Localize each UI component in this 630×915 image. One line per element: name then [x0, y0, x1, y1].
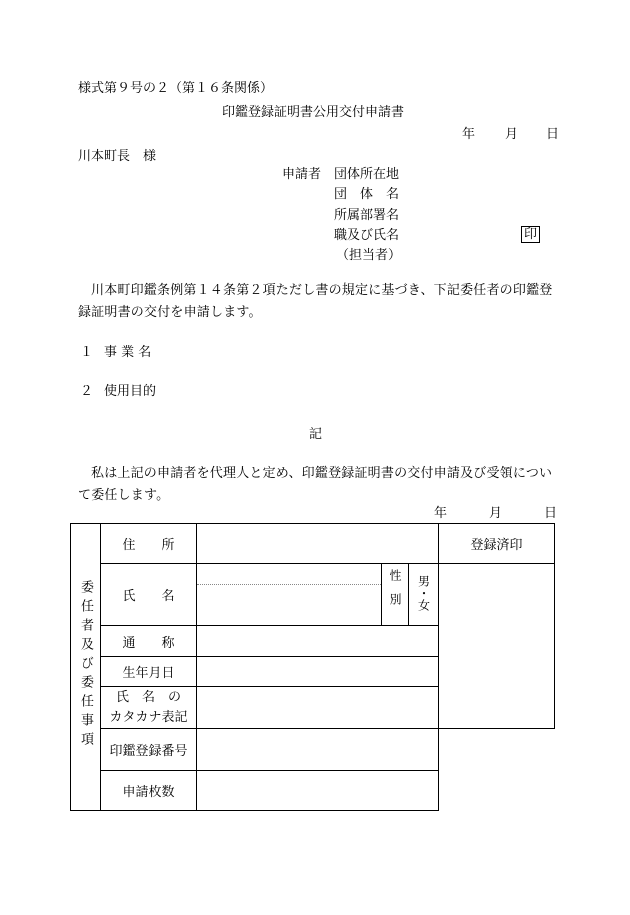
kana-label-line1: 氏 名 の — [115, 689, 181, 705]
birth-label: 生年月日 — [101, 657, 197, 687]
contact-person-label: （担当者） — [336, 248, 402, 263]
addressee: 川本町長 様 — [78, 149, 157, 164]
seal-number-label: 印鑑登録番号 — [101, 729, 197, 771]
delegation-table — [70, 523, 555, 811]
date-year: 年 — [462, 127, 476, 142]
furigana-line — [197, 584, 381, 585]
side-label: 委任者及び委任事項 — [78, 579, 93, 751]
item-2-number: ２ — [80, 384, 94, 399]
body-text: 川本町印鑑条例第１４条第２項ただし書の規定に基づき、下記委任者の印鑑登録証明書の交付を申請します。 — [78, 283, 553, 320]
applicant-label: 申請者 — [282, 167, 322, 182]
field-org-name: 団 体 名 — [334, 187, 400, 202]
seal-number-input[interactable] — [197, 729, 439, 771]
birth-input[interactable] — [197, 657, 439, 687]
date2-month: 月 — [489, 506, 503, 521]
registered-seal-box[interactable] — [439, 564, 555, 729]
gender-label-cell — [382, 564, 409, 626]
item-1-number: １ — [80, 345, 94, 360]
field-title-name: 職及び氏名 — [334, 228, 400, 243]
seal-mark: 印 — [521, 226, 540, 243]
copies-input[interactable] — [197, 771, 439, 811]
date-month: 月 — [505, 127, 519, 142]
date-day: 日 — [546, 127, 560, 142]
side-label-cell — [71, 524, 101, 811]
gender-value: 男・女 — [416, 574, 431, 611]
delegation-text: 私は上記の申請者を代理人と定め、印鑑登録証明書の交付申請及び受領について委任します。 — [78, 466, 553, 503]
copies-label: 申請枚数 — [101, 771, 197, 811]
name-label: 氏 名 — [101, 564, 197, 626]
blank-cell — [439, 729, 555, 771]
field-org-address: 団体所在地 — [334, 167, 400, 182]
kana-input[interactable] — [197, 687, 439, 729]
date2-year: 年 — [434, 506, 448, 521]
name-input[interactable] — [197, 564, 382, 626]
alias-label: 通 称 — [101, 626, 197, 657]
blank-cell-2 — [439, 771, 555, 811]
document-title: 印鑑登録証明書公用交付申請書 — [222, 105, 405, 120]
alias-input[interactable] — [197, 626, 439, 657]
form-number: 様式第９号の２（第１６条関係） — [78, 81, 274, 96]
address-label: 住 所 — [101, 524, 197, 564]
kana-label — [101, 687, 197, 729]
item-1-label: 事 業 名 — [104, 345, 152, 360]
ki-heading: 記 — [309, 427, 323, 442]
address-input[interactable] — [197, 524, 439, 564]
field-department: 所属部署名 — [334, 208, 400, 223]
gender-value-cell[interactable] — [409, 564, 439, 626]
gender-label: 性別 — [388, 568, 402, 617]
date2-day: 日 — [544, 506, 558, 521]
kana-label-line2: カタカナ表記 — [109, 709, 188, 725]
registered-seal-label: 登録済印 — [439, 524, 555, 564]
item-2-label: 使用目的 — [104, 384, 157, 399]
